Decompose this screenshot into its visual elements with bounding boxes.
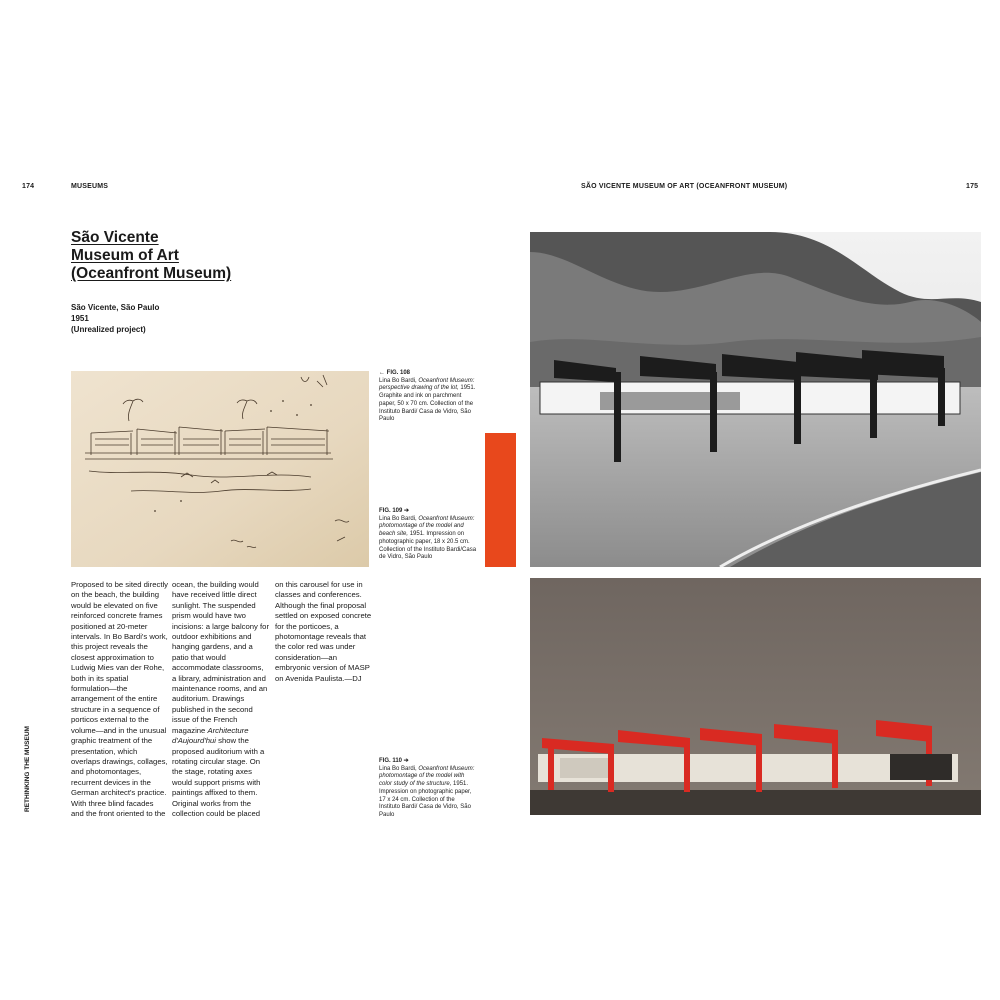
fig-110-details: 1951. Impression on photographic paper, 17 x 24 cm. Collection of the Instituto Bardi/ Casa de Vidro, São Paulo — [379, 781, 472, 818]
fig-109-details: 1951. Impression on photographic paper, 18 x 20.5 cm. Collection of the Instituto Bardi/Casa de Vidro, São Paulo — [379, 531, 477, 561]
fig-110-label: FIG. 110 ➔ — [379, 758, 409, 764]
fig-109-label: FIG. 109 ➔ — [379, 508, 410, 514]
project-location: São Vicente, São Paulo — [71, 303, 160, 312]
fig-109-photomontage-image — [530, 232, 981, 567]
body-column-2 — [172, 580, 269, 819]
vertical-section-label: RETHINKING THE MUSEUM — [24, 726, 31, 812]
body-paragraph-3: on this carousel for use in classes and conferences. Although the final proposal settled on exposed concrete for the porticoes, a photomontage reveals that the color red was under consideration—an embryonic version of MASP on Avenida Paulista.—DJ — [275, 580, 372, 683]
orange-accent-bar — [485, 433, 516, 567]
body-col2-part-a: ocean, the building would have received little direct sunlight. The suspended prism would have two incisions: a large balcony for outdoor exhibitions and hanging gardens, and a patio that would accommodate classrooms, a library, administration and maintenance rooms, and an auditorium. Drawings published in the second issue of the French magazine — [172, 580, 269, 735]
fig-110-caption — [379, 758, 477, 820]
project-meta — [71, 302, 159, 335]
body-paragraph-2 — [172, 580, 269, 819]
project-status: (Unrealized project) — [71, 325, 146, 334]
fig-108-label: ← FIG. 108 — [379, 370, 411, 376]
left-page-number: 174 — [22, 183, 35, 190]
right-running-header: SÃO VICENTE MUSEUM OF ART (OCEANFRONT MUSEUM) — [581, 183, 788, 190]
body-column-3 — [275, 580, 372, 684]
fig-108-author: Lina Bo Bardi, — [379, 377, 419, 384]
title-line-2: Museum of Art — [71, 247, 179, 264]
fig-109-title: Oceanfront Museum: photomontage of the model and beach site, — [379, 515, 475, 538]
project-year: 1951 — [71, 314, 89, 323]
left-running-header: MUSEUMS — [71, 183, 109, 190]
fig-110-author: Lina Bo Bardi, — [379, 765, 419, 772]
right-page-number: 175 — [966, 183, 979, 190]
fig-110-title: Oceanfront Museum: photomontage of the model with color study of the structure, — [379, 765, 475, 788]
fig-108-caption — [379, 370, 477, 424]
body-column-1 — [71, 580, 168, 819]
article-title — [71, 229, 311, 283]
title-line-1: São Vicente — [71, 229, 159, 246]
title-line-3: (Oceanfront Museum) — [71, 265, 232, 282]
fig-109-caption — [379, 508, 477, 562]
fig-110-color-study-image — [530, 578, 981, 815]
fig-108-sketch-image — [71, 371, 369, 567]
fig-109-author: Lina Bo Bardi, — [379, 515, 419, 522]
fig-108-details: 1951. Graphite and ink on parchment paper, 50 x 70 cm. Collection of the Instituto Bardi/ Casa de Vidro, São Paulo — [379, 385, 476, 423]
magazine-title: Architecture d'Aujourd'hui — [172, 725, 249, 746]
body-paragraph-1: Proposed to be sited directly on the beach, the building would be elevated on five reinforced concrete frames positioned at 20-meter intervals. In Bo Bardi's work, this project reveals the closest approximation to Ludwig Mies van der Rohe, both in its spatial formulation—the arrangement of the entire structure in a sequence of porticos external to the volume—and in the unusual graphic treatment of the presentation, which overlaps drawings, collages, and photomontages, recurrent devices in the German architect's practice. With three blind facades and the front oriented to the — [71, 580, 169, 818]
body-col2-part-b: show the proposed auditorium with a rotating circular stage. On the stage, rotating axes would support prisms with paintings affixed to them. Original works from the collection could be placed — [172, 736, 265, 818]
fig-108-title: Oceanfront Museum: perspective drawing of the lot, — [379, 377, 475, 392]
